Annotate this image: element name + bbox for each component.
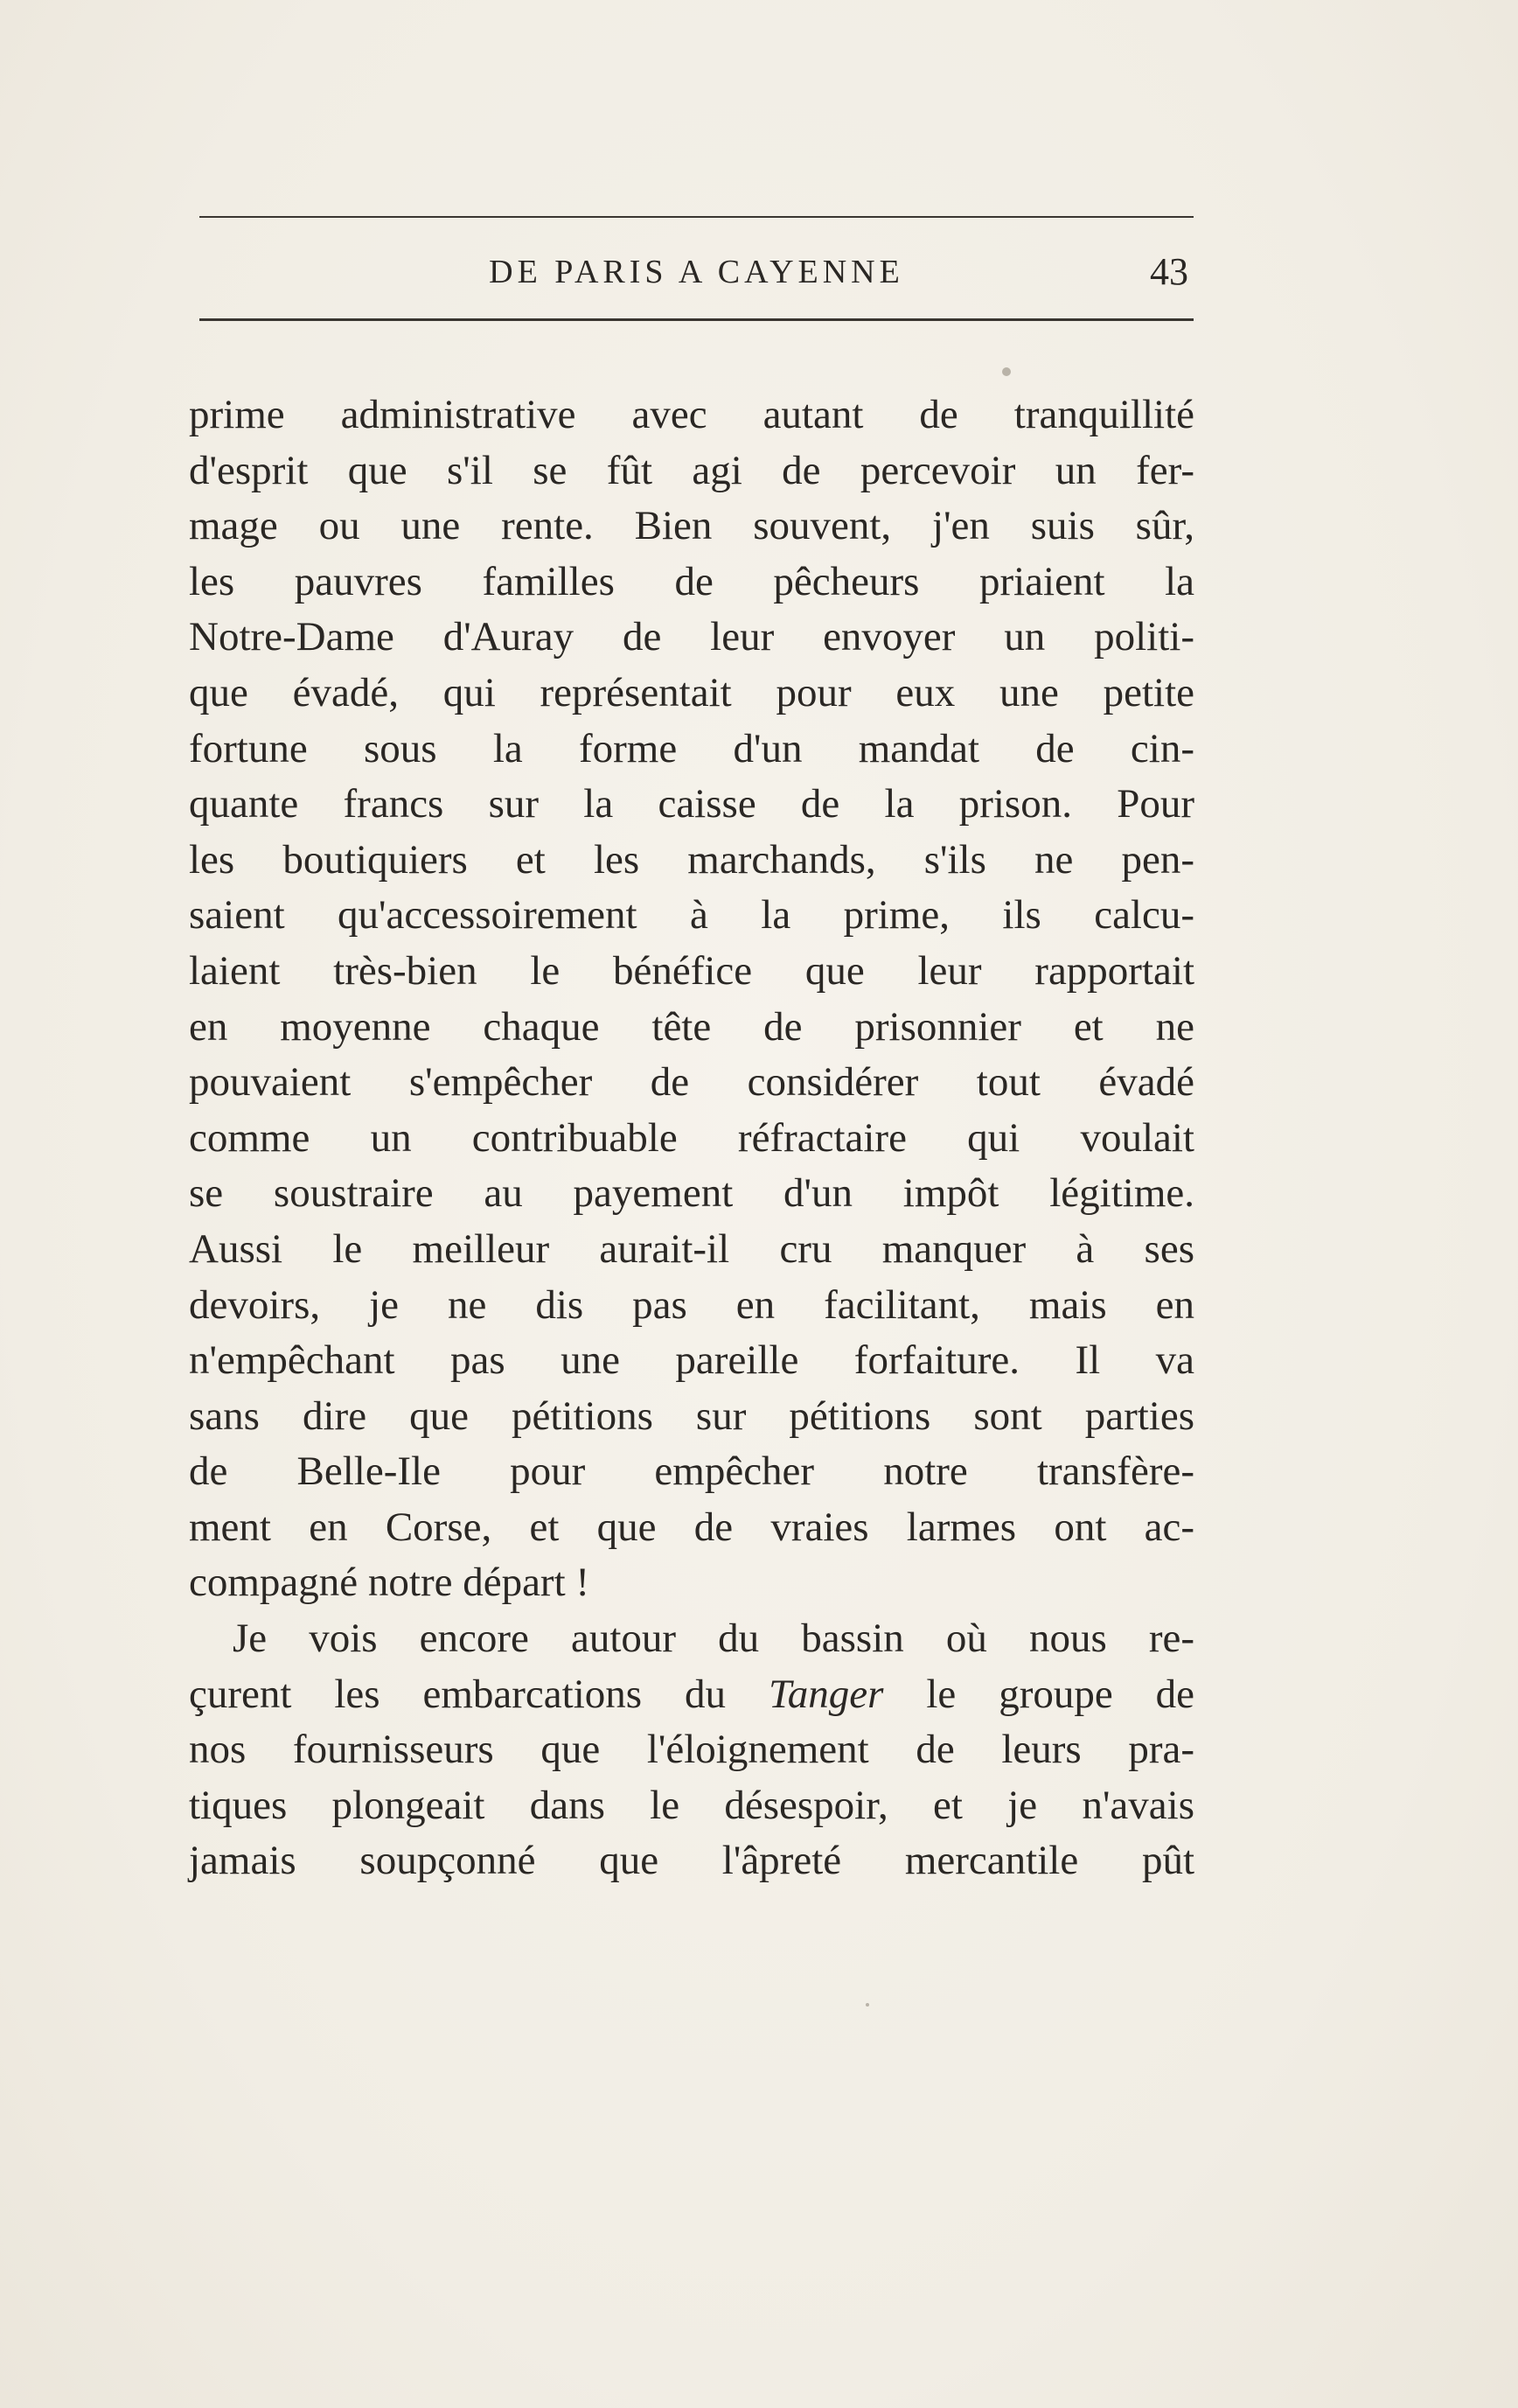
text-line: jamais soupçonné que l'âpreté mercantile pût bbox=[189, 1838, 1194, 1884]
text-line: Notre-Dame d'Auray de leur envoyer un politi- bbox=[189, 614, 1194, 660]
text-line: de Belle-Ile pour empêcher notre transfère- bbox=[189, 1448, 1194, 1495]
text-line: quante francs sur la caisse de la prison. Pour bbox=[189, 781, 1194, 827]
header-rule-top bbox=[199, 216, 1194, 218]
text-line: les pauvres familles de pêcheurs priaient la bbox=[189, 558, 1194, 604]
running-head bbox=[199, 250, 1194, 294]
text-line: prime administrative avec autant de tranquillité bbox=[189, 392, 1194, 437]
text-line: saient qu'accessoirement à la prime, ils calcu- bbox=[189, 892, 1194, 939]
header-rule-bottom bbox=[199, 318, 1194, 321]
text-line-with-italic bbox=[189, 1667, 1194, 1723]
text-line: Je vois encore autour du bassin où nous re- bbox=[233, 1616, 1194, 1662]
text-line: pouvaient s'empêcher de considérer tout évadé bbox=[189, 1059, 1194, 1106]
paper-speck bbox=[866, 2003, 869, 2007]
text-line: mage ou une rente. Bien souvent, j'en suis sûr, bbox=[189, 503, 1194, 549]
text-line: ment en Corse, et que de vraies larmes ont ac- bbox=[189, 1504, 1194, 1550]
text-line: tiques plongeait dans le désespoir, et je n'avais bbox=[189, 1782, 1194, 1828]
text-line: les boutiquiers et les marchands, s'ils ne pen- bbox=[189, 836, 1194, 883]
text-line: sans dire que pétitions sur pétitions sont parties bbox=[189, 1392, 1194, 1439]
text-line: nos fournisseurs que l'éloignement de leurs pra- bbox=[189, 1727, 1194, 1773]
body-text bbox=[189, 387, 1194, 1889]
italic-ship-name: Tanger bbox=[768, 1671, 884, 1717]
running-title: DE PARIS A CAYENNE bbox=[489, 254, 904, 290]
text-line: fortune sous la forme d'un mandat de cin- bbox=[189, 725, 1194, 771]
page-number: 43 bbox=[1150, 250, 1188, 293]
text-line: d'esprit que s'il se fût agi de percevoir un fer- bbox=[189, 447, 1194, 493]
text-line: que évadé, qui représentait pour eux une petite bbox=[189, 669, 1194, 715]
text-line: laient très-bien le bénéfice que leur rapportait bbox=[189, 947, 1194, 994]
text-line: n'empêchant pas une pareille forfaiture. Il va bbox=[189, 1337, 1194, 1384]
text-line: devoirs, je ne dis pas en facilitant, mais en bbox=[189, 1281, 1194, 1328]
text-line: Aussi le meilleur aurait-il cru manquer à ses bbox=[189, 1225, 1194, 1272]
text-line: en moyenne chaque tête de prisonnier et ne bbox=[189, 1003, 1194, 1050]
paper-speck bbox=[1002, 367, 1011, 376]
text-line: comme un contribuable réfractaire qui voulait bbox=[189, 1114, 1194, 1161]
text-span: çurent les embarcations du bbox=[189, 1671, 726, 1717]
text-span: le groupe de bbox=[926, 1671, 1195, 1717]
text-line: se soustraire au payement d'un impôt légitime. bbox=[189, 1170, 1194, 1217]
text-line: compagné notre départ ! bbox=[189, 1560, 590, 1606]
